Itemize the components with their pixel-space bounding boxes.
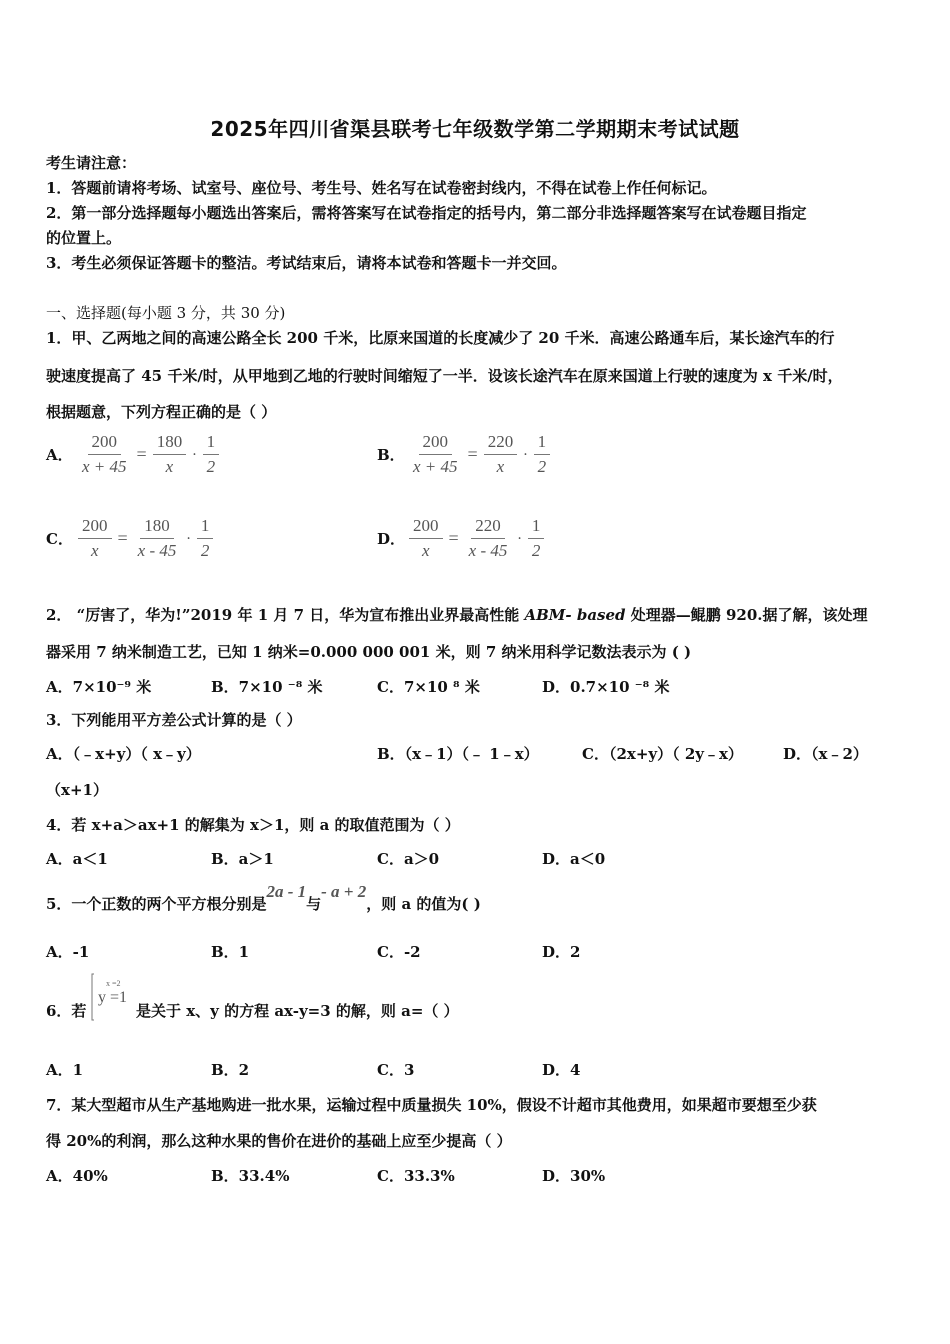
q3-option-d-continued: （x+1） — [46, 781, 108, 799]
q3-option-d[interactable]: D．（x﹣2） — [783, 745, 868, 763]
q1-option-c[interactable] — [46, 516, 213, 561]
q6-text: 是关于 x、y 的方程 ax-y=3 的解，则 a=（ ） — [136, 1002, 459, 1020]
q7-option-a[interactable]: A．40% — [46, 1167, 108, 1185]
notice-item: 3．考生必须保证答题卡的整洁。考试结束后，请将本试卷和答题卡一并交回。 — [46, 254, 567, 272]
q6-option-a[interactable]: A．1 — [46, 1061, 84, 1079]
q7-option-b[interactable]: B．33.4% — [211, 1167, 290, 1185]
equation-system — [90, 972, 138, 1022]
q4-option-c[interactable]: C．a＞0 — [377, 850, 440, 868]
section-heading: 一、选择题(每小题 3 分，共 30 分) — [46, 304, 286, 322]
q2-option-c[interactable]: C．7×10 ⁸ 米 — [377, 678, 480, 696]
q6-option-c[interactable]: C．3 — [377, 1061, 415, 1079]
q5-option-d[interactable]: D．2 — [542, 943, 581, 961]
equals-sign: = — [117, 528, 128, 548]
fraction: $\frac{200}{x}$ — [409, 516, 443, 561]
svg-text:x =2: x =2 — [106, 979, 121, 988]
fraction: $\frac{180}{x - 45}$ — [137, 516, 177, 560]
fraction: $\frac{200}{x + 45}$ — [413, 432, 458, 476]
q2-option-b[interactable]: B．7×10 ⁻⁸ 米 — [211, 678, 323, 696]
svg-text:y =1: y =1 — [98, 989, 128, 1006]
q4-option-b[interactable]: B．a＞1 — [211, 850, 274, 868]
math-expression: 2a - 1 — [266, 882, 307, 901]
q2-option-a[interactable]: A．7×10⁻⁹ 米 — [46, 678, 152, 696]
q6-option-b[interactable]: B．2 — [211, 1061, 250, 1079]
page-title: 2025年四川省渠县联考七年级数学第二学期期末考试试题 — [210, 117, 740, 141]
fraction: $\frac{200}{x + 45}$ — [82, 432, 127, 476]
q1-text: 根据题意，下列方程正确的是（ ） — [46, 403, 277, 421]
q7-text: 7．某大型超市从生产基地购进一批水果，运输过程中质量损失 10%，假设不计超市其他费用，如果超市要想至少获 — [46, 1096, 817, 1114]
notice-item: 2．第一部分选择题每小题选出答案后，需将答案写在试卷指定的括号内，第二部分非选择题答案写在试卷题目指定 — [46, 204, 807, 222]
fraction: $\frac{1}{2}$ — [528, 516, 545, 561]
q2-text: 器采用 7 纳米制造工艺，已知 1 纳米=0.000 000 001 米，则 7 纳米用科学记数法表示为 ( ) — [46, 643, 692, 661]
q5-option-c[interactable]: C．-2 — [377, 943, 421, 961]
fraction: $\frac{220}{x - 45}$ — [468, 516, 508, 560]
notice-item: 的位置上。 — [46, 229, 122, 247]
fraction: $\frac{1}{2}$ — [197, 516, 214, 561]
q5-text: 5．一个正数的两个平方根分别是2a - 1与- a + 2，则 a 的值为( ) — [46, 882, 481, 913]
q1-text: 驶速度提高了 45 千米/时，从甲地到乙地的行驶时间缩短了一半．设该长途汽车在原来国道上行驶的速度为 x 千米/时， — [46, 367, 843, 385]
option-label: C． — [46, 530, 73, 548]
q7-option-c[interactable]: C．33.3% — [377, 1167, 455, 1185]
multiply-dot: · — [523, 446, 528, 463]
notice-item: 1．答题前请将考场、试室号、座位号、考生号、姓名写在试卷密封线内，不得在试卷上作任何标记。 — [46, 179, 717, 197]
fraction: $\frac{1}{2}$ — [534, 432, 551, 477]
q6-prefix: 6．若 — [46, 1002, 87, 1020]
q1-option-a[interactable] — [46, 432, 219, 477]
equals-sign: = — [448, 528, 459, 548]
q1-option-b[interactable] — [377, 432, 550, 477]
fraction: $\frac{180}{x}$ — [153, 432, 187, 477]
fraction: $\frac{200}{x}$ — [78, 516, 112, 561]
q2-text: 2． “厉害了，华为!”2019 年 1 月 7 日，华为宣布推出业界最高性能 ABM- based 处理器—鲲鹏 920.据了解，该处理 — [46, 606, 868, 624]
q1-option-d[interactable] — [377, 516, 544, 561]
multiply-dot: · — [186, 530, 191, 547]
option-label: A． — [46, 446, 73, 464]
q3-option-a[interactable]: A．（﹣x+y）（ x﹣y） — [46, 745, 201, 763]
multiply-dot: · — [517, 530, 522, 547]
q7-option-d[interactable]: D．30% — [542, 1167, 606, 1185]
equals-sign: = — [467, 444, 478, 464]
option-label: B． — [377, 446, 405, 464]
fraction: $\frac{1}{2}$ — [203, 432, 220, 477]
math-expression: - a + 2 — [321, 882, 367, 901]
q1-text: 1．甲、乙两地之间的高速公路全长 200 千米，比原来国道的长度减少了 20 千米．高速公路通车后，某长途汽车的行 — [46, 329, 835, 347]
q4-option-d[interactable]: D．a＜0 — [542, 850, 606, 868]
notice-heading: 考生请注意： — [46, 154, 137, 172]
fraction: $\frac{220}{x}$ — [484, 432, 518, 477]
equals-sign: = — [136, 444, 147, 464]
q4-text: 4．若 x+a＞ax+1 的解集为 x＞1，则 a 的取值范围为（ ） — [46, 816, 460, 834]
q5-option-b[interactable]: B．1 — [211, 943, 250, 961]
q3-option-c[interactable]: C．（2x+y）（ 2y﹣x） — [582, 745, 743, 763]
q6-option-d[interactable]: D．4 — [542, 1061, 581, 1079]
q7-text: 得 20%的利润，那么这种水果的售价在进价的基础上应至少提高（ ） — [46, 1132, 512, 1150]
q4-option-a[interactable]: A．a＜1 — [46, 850, 108, 868]
q3-text: 3．下列能用平方差公式计算的是（ ） — [46, 711, 302, 729]
multiply-dot: · — [192, 446, 197, 463]
q5-option-a[interactable]: A．-1 — [46, 943, 90, 961]
option-label: D． — [377, 530, 406, 548]
q2-option-d[interactable]: D．0.7×10 ⁻⁸ 米 — [542, 678, 670, 696]
q3-option-b[interactable]: B．（x﹣1）（﹣ 1﹣x） — [377, 745, 539, 763]
